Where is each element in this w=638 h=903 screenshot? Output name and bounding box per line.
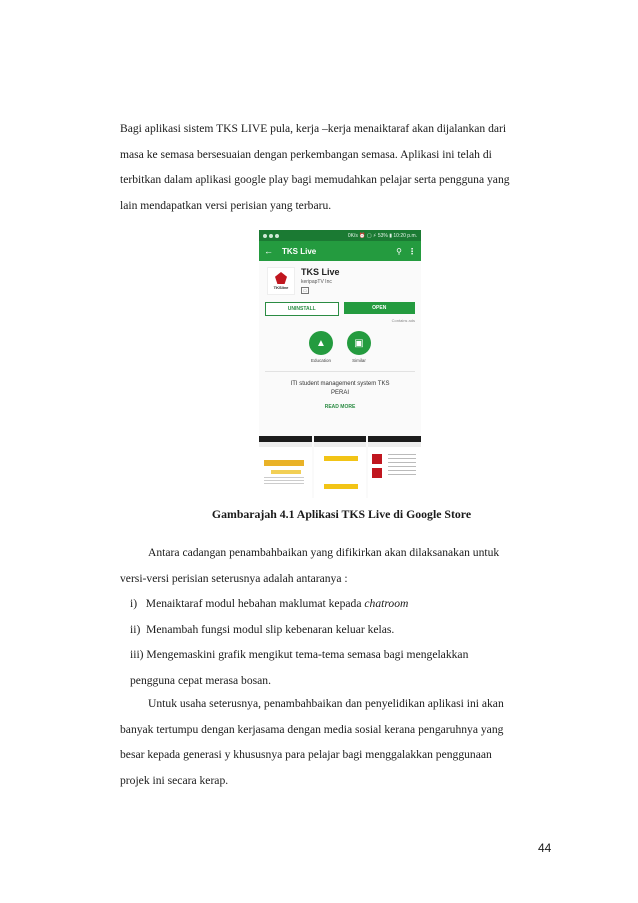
app-header	[259, 261, 421, 299]
thumb-image	[372, 468, 382, 478]
contains-ads-note: Contains ads	[391, 318, 415, 323]
search-icon: ⚲	[396, 246, 402, 256]
app-screenshot-thumb	[368, 436, 421, 498]
description-line: ITI student management system TKS	[290, 381, 390, 387]
thumb-toolbar	[314, 442, 367, 447]
thumb-text	[388, 454, 416, 478]
education-badge	[309, 331, 333, 363]
app-logo	[267, 267, 295, 295]
education-label: Education	[310, 358, 331, 363]
closing-paragraph	[120, 691, 565, 793]
logo-mark	[275, 272, 287, 284]
appbar-title: TKS Live	[282, 246, 317, 256]
app-info	[301, 267, 340, 295]
intro-line: lain mendapatkan versi perisian yang terbaru.	[120, 198, 332, 212]
action-buttons	[259, 299, 421, 316]
logo-text: TKSlive	[273, 285, 289, 290]
intro-line: terbitkan dalam aplikasi google play bagi memudahkan pelajar serta pengguna yang	[120, 173, 510, 186]
thumb-text	[264, 477, 304, 485]
proposals-line: Antara cadangan penambahbaikan yang difikirkan akan dilaksanakan untuk	[148, 546, 500, 559]
similar-badge	[347, 331, 371, 363]
divider	[265, 371, 415, 372]
screenshot-strip	[259, 436, 421, 498]
thumb-banner	[271, 470, 301, 474]
similar-label: Similar	[352, 358, 366, 363]
category-circles	[259, 331, 421, 363]
app-bar	[259, 241, 421, 261]
closing-line: projek ini secara kerap.	[120, 773, 229, 787]
app-screenshot-thumb	[259, 436, 312, 498]
description-line: PERAI	[330, 390, 349, 396]
thumb-banner	[264, 460, 304, 466]
list-item-text: i) Menaiktaraf modul hebahan maklumat kepada	[130, 597, 365, 610]
list-item-italic: chatroom	[364, 597, 409, 610]
content-rating-icon: □	[301, 287, 309, 294]
app-store-screenshot	[259, 230, 421, 498]
similar-apps-icon: ▣	[347, 331, 371, 355]
app-description	[259, 380, 421, 398]
closing-line: Untuk usaha seterusnya, penambahbaikan dan penyelidikan aplikasi ini akan	[148, 697, 504, 710]
thumb-image	[372, 454, 382, 464]
closing-line: banyak tertumpu dengan kerjasama dengan media sosial kerana pengaruhnya yang	[120, 722, 504, 736]
uninstall-button: UNINSTALL	[265, 302, 339, 316]
app-screenshot-thumb	[314, 436, 367, 498]
proposals-paragraph	[120, 540, 565, 693]
read-more-link: READ MORE	[324, 404, 356, 410]
status-text: 0K/s ⏰ ▢ ⚡ 53% ▮ 10:20 p.m.	[347, 232, 417, 239]
list-item: iii) Mengemaskini grafik mengikut tema-tema semasa bagi mengelakkan	[130, 648, 469, 661]
intro-line: Bagi aplikasi sistem TKS LIVE pula, kerja –kerja menaiktaraf akan dijalankan dari	[120, 122, 507, 135]
thumb-toolbar	[368, 442, 421, 447]
closing-line: besar kepada generasi y khususnya para pelajar bagi menggalakkan penggunaan	[120, 748, 492, 761]
thumb-toolbar	[259, 442, 312, 447]
intro-line: masa ke semasa bersesuaian dengan perkembangan semasa. Aplikasi ini telah di	[120, 147, 492, 161]
developer-name: keripapTV Inc	[301, 279, 332, 285]
thumb-button	[324, 484, 358, 489]
more-vert-icon: ⋮	[408, 246, 416, 256]
thumb-button	[324, 456, 358, 461]
intro-paragraph	[120, 116, 565, 218]
open-button: OPEN	[344, 302, 416, 314]
graduation-cap-icon: ▲	[309, 331, 333, 355]
list-item	[120, 591, 565, 617]
proposals-line: versi-versi perisian seterusnya adalah antaranya :	[120, 571, 348, 585]
status-bar	[259, 230, 421, 241]
app-name: TKS Live	[301, 267, 340, 277]
notification-icons	[263, 234, 279, 238]
list-item-continuation: pengguna cepat merasa bosan.	[130, 673, 271, 687]
figure-caption: Gambarajah 4.1 Aplikasi TKS Live di Google Store	[211, 507, 472, 521]
page-number: 44	[538, 841, 552, 855]
back-arrow-icon: ←	[264, 246, 273, 256]
list-item: ii) Menambah fungsi modul slip kebenaran keluar kelas.	[130, 622, 395, 636]
